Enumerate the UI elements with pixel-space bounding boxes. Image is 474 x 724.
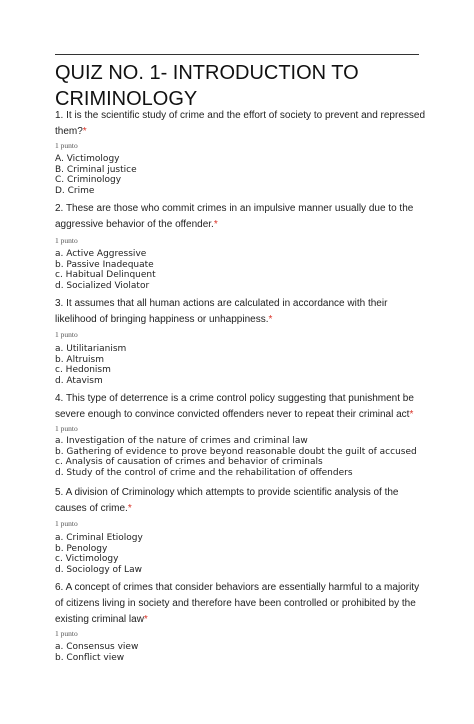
option[interactable]: b. Conflict view bbox=[55, 652, 125, 663]
option[interactable]: c. Hedonism bbox=[55, 365, 111, 375]
option[interactable]: d. Study of the control of crime and the rehabilitation of offenders bbox=[55, 467, 353, 478]
question-6-text: 6. A concept of crimes that consider behaviors are essentially harmful to a majority of citizens living in society and therefore have been controlled or prohibited by the existing criminal law* bbox=[55, 582, 420, 625]
option[interactable]: b. Penology bbox=[55, 543, 108, 554]
option[interactable]: A. Victimology bbox=[55, 154, 120, 164]
question-5-points: 1 punto bbox=[55, 519, 78, 528]
question-5-options bbox=[55, 533, 435, 575]
required-asterisk: * bbox=[409, 409, 414, 420]
option[interactable]: d. Socialized Violator bbox=[55, 280, 150, 291]
question-6-options bbox=[55, 642, 435, 663]
option[interactable]: a. Consensus view bbox=[55, 642, 139, 652]
required-asterisk: * bbox=[268, 314, 273, 325]
option[interactable]: a. Criminal Etiology bbox=[55, 533, 143, 543]
option[interactable]: d. Atavism bbox=[55, 375, 103, 386]
question-4-options bbox=[55, 436, 435, 478]
question-5-text: 5. A division of Criminology which attempts to provide scientific analysis of the causes of crime.* bbox=[55, 487, 399, 514]
option[interactable]: a. Utilitarianism bbox=[55, 344, 127, 354]
option[interactable]: c. Analysis of causation of crimes and behavior of criminals bbox=[55, 457, 323, 467]
question-3-text: 3. It assumes that all human actions are calculated in accordance with their likelihood of bringing happiness or unhappiness.* bbox=[55, 298, 388, 325]
question-6-points: 1 punto bbox=[55, 629, 78, 638]
question-3-options bbox=[55, 344, 435, 386]
option[interactable]: D. Crime bbox=[55, 185, 95, 196]
required-asterisk: * bbox=[127, 503, 132, 514]
required-asterisk: * bbox=[82, 126, 87, 137]
option[interactable]: b. Passive Inadequate bbox=[55, 259, 154, 270]
option[interactable]: B. Criminal justice bbox=[55, 164, 137, 175]
top-divider bbox=[55, 54, 419, 55]
question-4-text: 4. This type of deterrence is a crime control policy suggesting that punishment be severe enough to convince convicted offenders never to repeat their criminal act* bbox=[55, 393, 414, 420]
question-2-text: 2. These are those who commit crimes in an impulsive manner usually due to the aggressive behavior of the offender.* bbox=[55, 203, 414, 230]
question-1-text: 1. It is the scientific study of crime and the effort of society to prevent and repressed them?* bbox=[55, 110, 426, 137]
option[interactable]: b. Gathering of evidence to prove beyond reasonable doubt the guilt of accused bbox=[55, 446, 417, 457]
question-1-options bbox=[55, 154, 435, 196]
option[interactable]: C. Criminology bbox=[55, 175, 122, 185]
question-4-points: 1 punto bbox=[55, 424, 78, 433]
option[interactable]: d. Sociology of Law bbox=[55, 564, 142, 575]
required-asterisk: * bbox=[213, 219, 218, 230]
option[interactable]: a. Investigation of the nature of crimes and criminal law bbox=[55, 436, 308, 446]
question-2-options bbox=[55, 249, 435, 291]
quiz-title: QUIZ NO. 1- INTRODUCTION TO CRIMINOLOGY bbox=[55, 62, 359, 110]
question-1-points: 1 punto bbox=[55, 141, 78, 150]
required-asterisk: * bbox=[143, 614, 148, 625]
question-2-points: 1 punto bbox=[55, 236, 78, 245]
option[interactable]: a. Active Aggressive bbox=[55, 249, 147, 259]
question-3-points: 1 punto bbox=[55, 330, 78, 339]
option[interactable]: c. Habitual Delinquent bbox=[55, 270, 156, 280]
option[interactable]: b. Altruism bbox=[55, 354, 104, 365]
option[interactable]: c. Victimology bbox=[55, 554, 119, 564]
